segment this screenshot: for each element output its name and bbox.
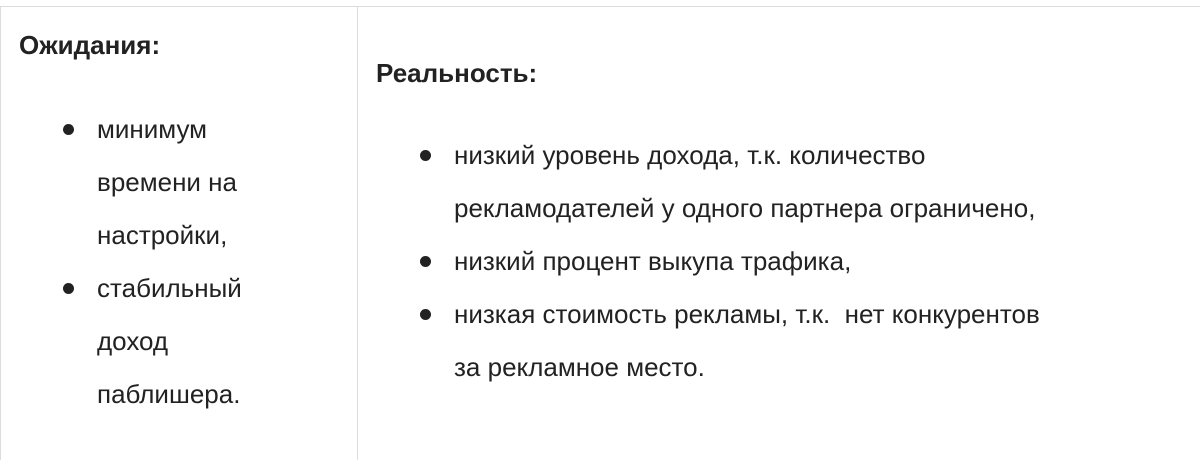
list-item-line: минимум bbox=[97, 114, 208, 144]
list-item bbox=[1, 262, 301, 421]
list-item bbox=[1, 103, 301, 262]
reality-column bbox=[358, 7, 1200, 460]
list-item bbox=[358, 129, 1200, 235]
list-item-line: низкий процент выкупа трафика, bbox=[454, 246, 852, 276]
list-item bbox=[358, 235, 1200, 288]
list-item bbox=[358, 288, 1200, 394]
list-item-line: стабильный bbox=[97, 273, 242, 303]
expectations-column bbox=[0, 7, 358, 460]
list-item-line: доход bbox=[97, 326, 169, 356]
list-item-line: рекламодателей у одного партнера ограничено, bbox=[454, 193, 1036, 223]
bullet-icon bbox=[420, 150, 431, 161]
list-item-line: времени на bbox=[97, 167, 237, 197]
bullet-icon bbox=[420, 256, 431, 267]
expectations-list bbox=[1, 103, 301, 421]
list-item-line: паблишера. bbox=[97, 379, 241, 409]
bullet-icon bbox=[420, 309, 431, 320]
reality-heading: Реальность: bbox=[376, 58, 538, 88]
list-item-line: низкая стоимость рекламы, т.к. нет конкурентов bbox=[454, 299, 1040, 329]
expectations-heading: Ожидания: bbox=[19, 30, 161, 60]
list-item-line: за рекламное место. bbox=[454, 352, 705, 382]
list-item-line: настройки, bbox=[97, 220, 228, 250]
bullet-icon bbox=[63, 283, 74, 294]
reality-list bbox=[358, 129, 1200, 394]
bullet-icon bbox=[63, 124, 74, 135]
list-item-line: низкий уровень дохода, т.к. количество bbox=[454, 140, 926, 170]
comparison-table bbox=[0, 6, 1200, 460]
